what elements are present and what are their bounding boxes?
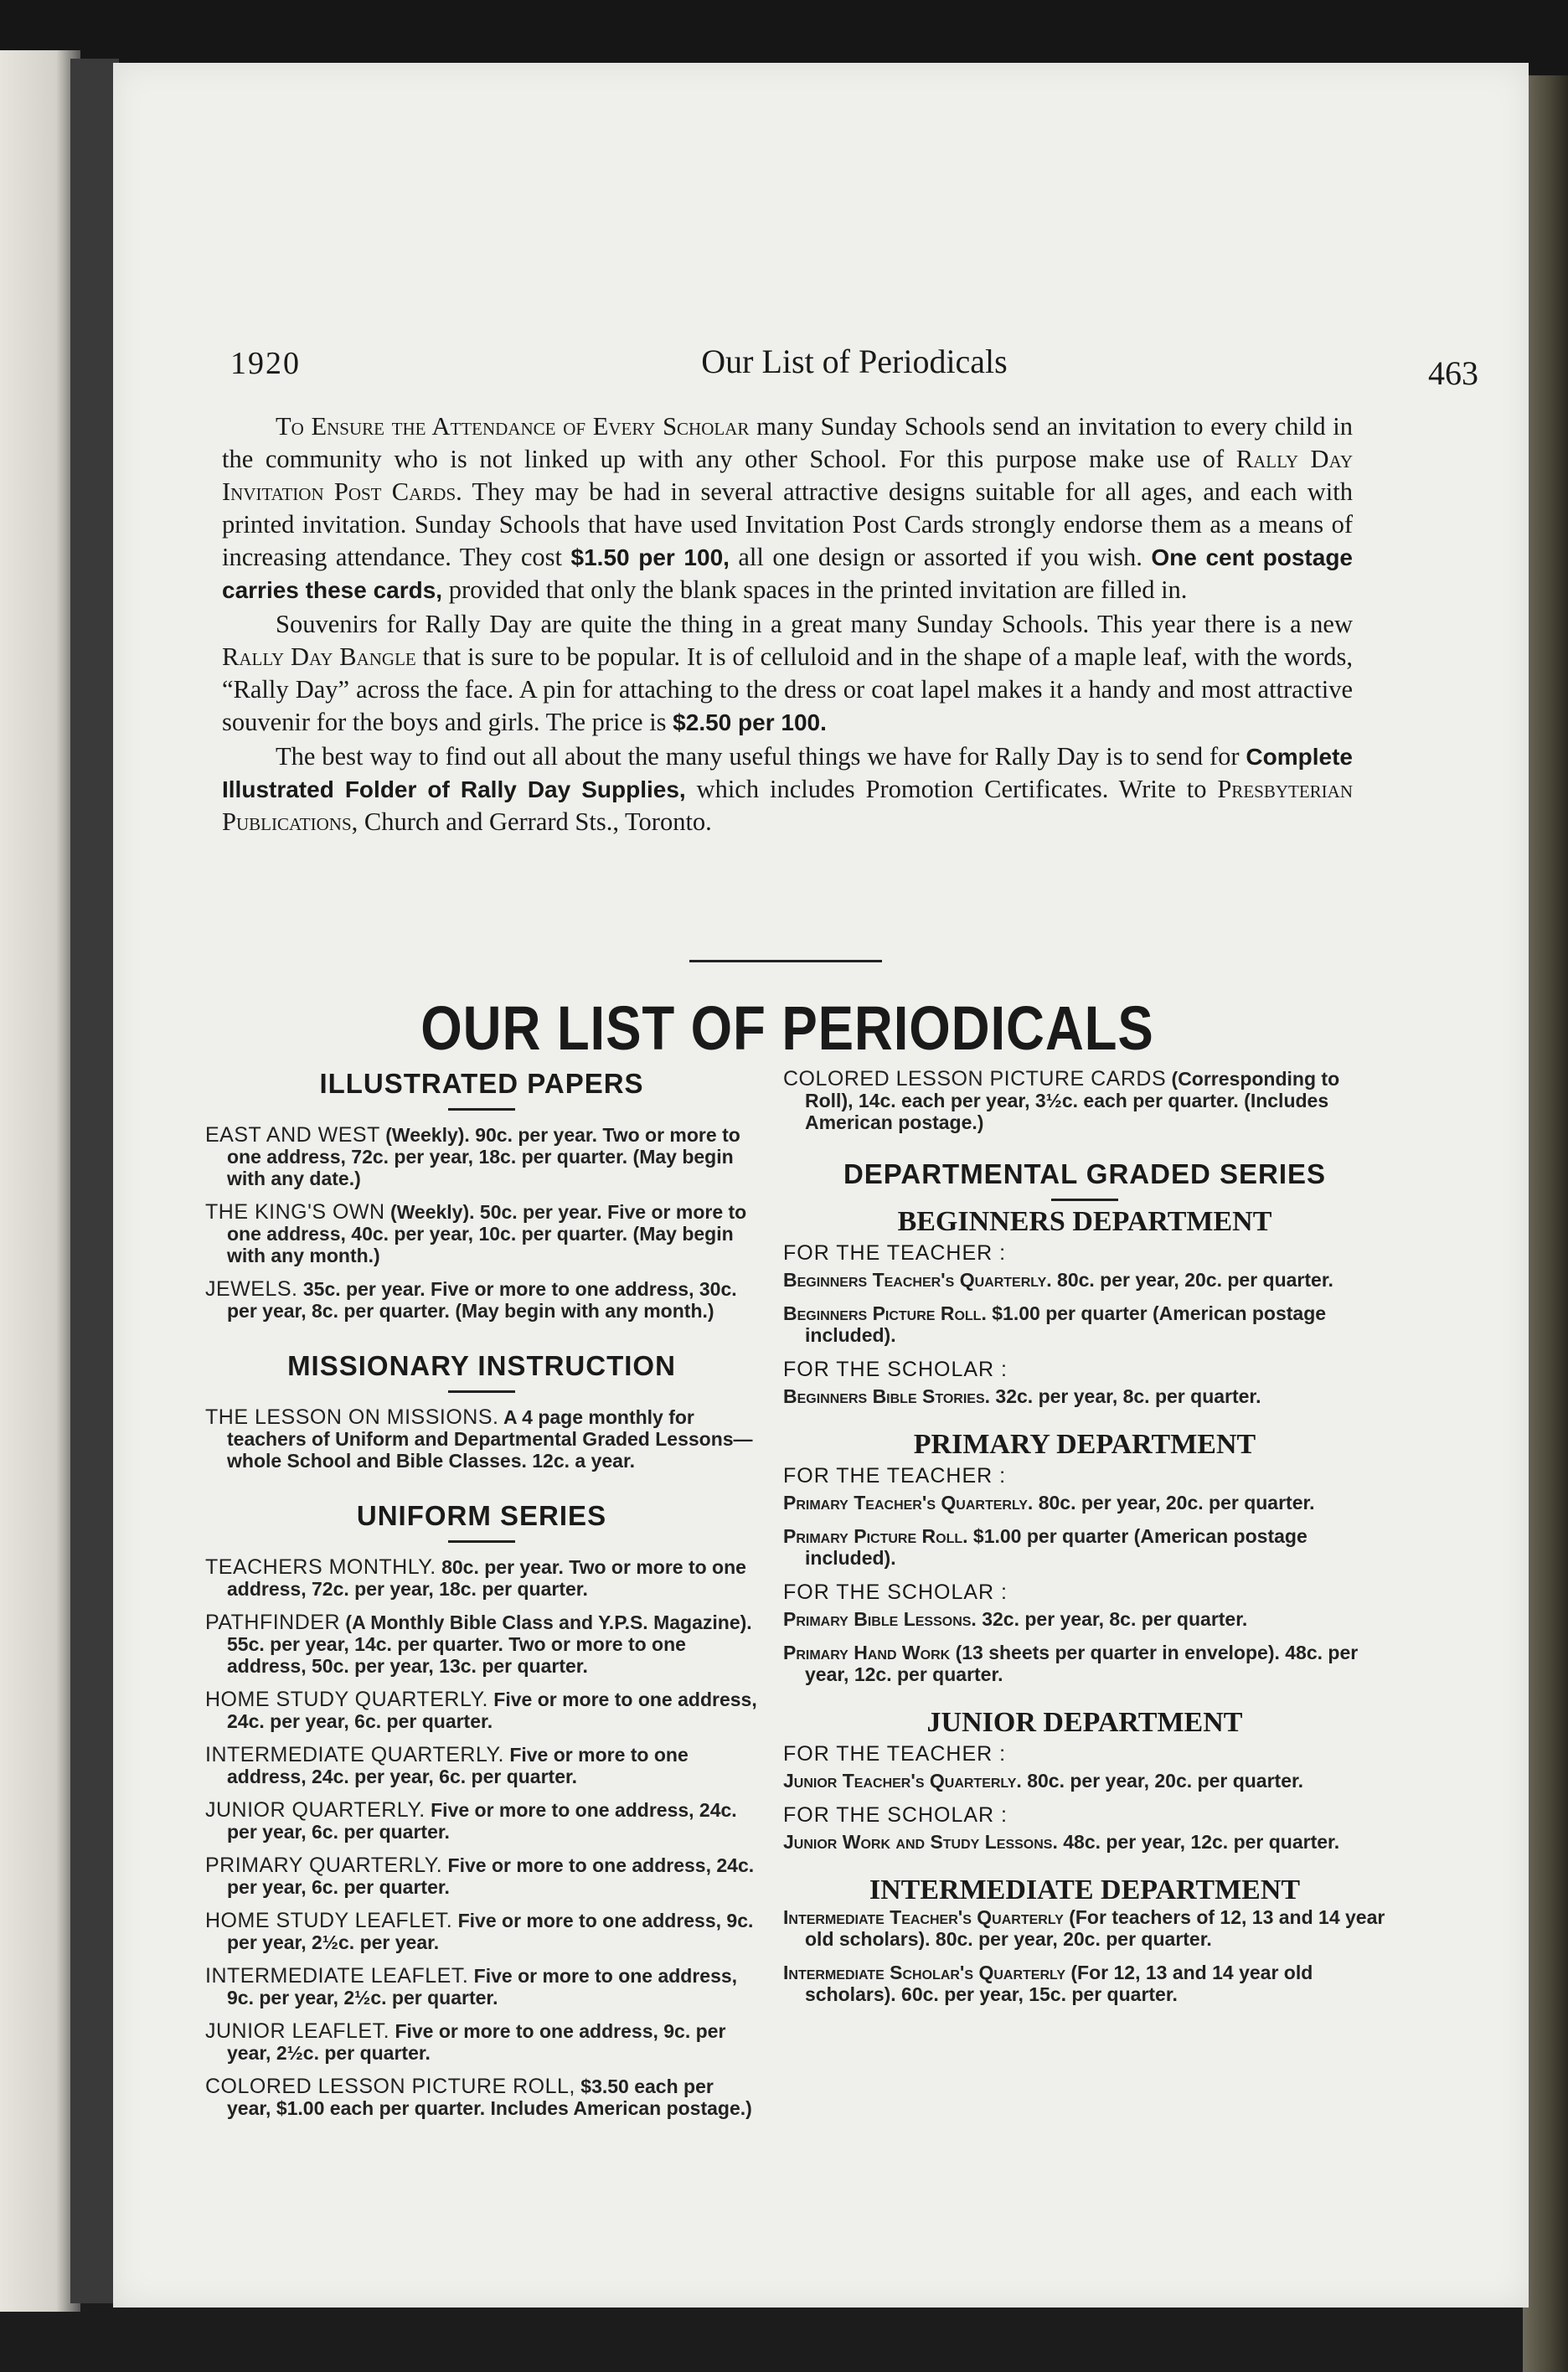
for-teacher-label: FOR THE TEACHER : xyxy=(783,1464,1007,1488)
periodical-details: Five or more to one address, 24c. per year, 6c. per quarter. xyxy=(227,1854,755,1898)
periodical-name: INTERMEDIATE QUARTERLY. xyxy=(205,1743,504,1766)
periodical-details: (A Monthly Bible Class and Y.P.S. Magazine). 55c. per year, 14c. per quarter. Two or more to one address, 50c. per year, 13c. per quarter. xyxy=(227,1611,752,1677)
intro-paragraph-2 xyxy=(222,608,1353,739)
facing-page-edge xyxy=(0,50,80,2312)
list-item xyxy=(205,1201,758,1266)
list-item xyxy=(783,1906,1386,1950)
periodical-details: Five or more to one address, 9c. per year, 2½c. per year. xyxy=(227,1910,754,1953)
periodical-details: Five or more to one address, 9c. per year, 2½c. per quarter. xyxy=(227,1965,738,2008)
periodical-name: Junior Work and Study Lessons. xyxy=(783,1831,1058,1853)
periodical-details: 32c. per year, 8c. per quarter. xyxy=(976,1608,1248,1630)
periodical-name: HOME STUDY LEAFLET. xyxy=(205,1909,453,1932)
intro-text-run: provided that only the blank spaces in the printed invitation are filled in. xyxy=(442,575,1188,604)
list-item xyxy=(783,1642,1386,1685)
running-head-year: 1920 xyxy=(230,346,301,381)
list-item xyxy=(783,1492,1386,1513)
periodical-name: THE KING'S OWN xyxy=(205,1200,385,1224)
periodical-details: Five or more to one address, 9c. per year, 2½c. per quarter. xyxy=(227,2020,726,2064)
list-item xyxy=(783,1068,1386,1133)
list-item xyxy=(205,2076,758,2119)
list-item xyxy=(783,1302,1386,1346)
periodical-details: (For teachers of 12, 13 and 14 year old scholars). 80c. per year, 20c. per quarter. xyxy=(805,1906,1385,1950)
heading-rule xyxy=(448,1390,515,1393)
folder-highlight: Complete Illustrated Folder of Rally Day Supplies, xyxy=(222,744,1353,802)
department-heading-intermediate: INTERMEDIATE DEPARTMENT xyxy=(869,1874,1301,1905)
intro-text-run: . They may be had in several attractive designs suitable for all ages, and each with printed invitation. Sunday Schools that have used Invitation Post Cards strongly endorse them as a means of increasing attendance. They cost xyxy=(222,477,1353,571)
periodical-details: (Weekly). 90c. per year. Two or more to one address, 72c. per year, 18c. per quarter. (May begin with any date.) xyxy=(227,1124,740,1189)
heading-rule xyxy=(448,1108,515,1111)
heading-rule xyxy=(448,1540,515,1543)
right-column xyxy=(783,1068,1386,2017)
intro-text-run: The best way to find out all about the many useful things we have for Rally Day is to send for xyxy=(276,742,1246,771)
list-item xyxy=(783,1385,1386,1407)
periodical-name: COLORED LESSON PICTURE ROLL, xyxy=(205,2075,575,2098)
periodical-name: PATHFINDER xyxy=(205,1611,341,1634)
periodical-name: COLORED LESSON PICTURE CARDS xyxy=(783,1067,1167,1091)
periodical-name: THE LESSON ON MISSIONS. xyxy=(205,1405,499,1429)
periodical-details: $1.00 per quarter (American postage included). xyxy=(805,1525,1308,1569)
heading-rule xyxy=(1051,1199,1118,1201)
price-highlight: $2.50 per 100. xyxy=(673,709,827,735)
section-heading-missionary: MISSIONARY INSTRUCTION xyxy=(287,1350,676,1381)
periodical-name: TEACHERS MONTHLY. xyxy=(205,1555,436,1579)
periodical-details: (Corresponding to Roll), 14c. each per year, 3½c. each per quarter. (Includes American postage.) xyxy=(805,1068,1340,1133)
list-item xyxy=(783,1525,1386,1569)
periodical-details: Five or more to one address, 24c. per year, 6c. per quarter. xyxy=(227,1689,757,1732)
department-heading-beginners: BEGINNERS DEPARTMENT xyxy=(897,1206,1272,1237)
page-fore-edge xyxy=(1523,75,1568,2372)
section-heading-graded: DEPARTMENTAL GRADED SERIES xyxy=(843,1158,1327,1189)
department-heading-primary: PRIMARY DEPARTMENT xyxy=(913,1429,1256,1460)
for-teacher-label: FOR THE TEACHER : xyxy=(783,1742,1007,1766)
periodical-details: 35c. per year. Five or more to one address, 30c. per year, 8c. per quarter. (May begin with any month.) xyxy=(227,1278,737,1322)
left-column xyxy=(205,1068,758,2131)
list-item xyxy=(205,1278,758,1322)
postage-highlight: One cent postage carries these cards, xyxy=(222,544,1354,603)
periodical-name: HOME STUDY QUARTERLY. xyxy=(205,1688,488,1711)
periodical-name: Primary Bible Lessons. xyxy=(783,1608,977,1630)
for-teacher-label: FOR THE TEACHER : xyxy=(783,1241,1007,1265)
list-item xyxy=(205,1854,758,1898)
running-head xyxy=(230,276,1478,392)
intro-text xyxy=(222,410,1353,840)
periodical-details: A 4 page monthly for teachers of Uniform and Departmental Graded Lessons—whole School and Bible Classes. 12c. a year. xyxy=(227,1406,753,1472)
list-item xyxy=(205,1744,758,1787)
periodical-name: INTERMEDIATE LEAFLET. xyxy=(205,1964,469,1988)
list-item xyxy=(205,1689,758,1732)
periodical-details: Five or more to one address, 24c. per year, 6c. per quarter. xyxy=(227,1744,689,1787)
section-divider xyxy=(689,960,882,962)
list-item xyxy=(783,1831,1386,1853)
department-heading-junior: JUNIOR DEPARTMENT xyxy=(926,1707,1243,1738)
periodical-name: Primary Teacher's Quarterly. xyxy=(783,1492,1034,1513)
periodical-details: $3.50 each per year, $1.00 each per quarter. Includes American postage.) xyxy=(227,2076,752,2119)
intro-paragraph-1 xyxy=(222,410,1353,606)
periodical-details: 80c. per year, 20c. per quarter. xyxy=(1021,1770,1304,1792)
list-item xyxy=(205,1124,758,1189)
periodical-name: Intermediate Scholar's Quarterly xyxy=(783,1962,1065,1983)
periodicals-title: OUR LIST OF PERIODICALS xyxy=(420,993,1154,1063)
section-heading-uniform: UNIFORM SERIES xyxy=(356,1500,607,1531)
list-item xyxy=(205,1799,758,1843)
periodical-name: Beginners Teacher's Quarterly. xyxy=(783,1269,1052,1291)
periodical-name: JUNIOR QUARTERLY. xyxy=(205,1798,426,1822)
for-scholar-label: FOR THE SCHOLAR : xyxy=(783,1803,1008,1827)
periodical-details: Five or more to one address, 24c. per year, 6c. per quarter. xyxy=(227,1799,737,1843)
periodical-name: Primary Hand Work xyxy=(783,1642,951,1663)
price-highlight: $1.50 per 100, xyxy=(570,544,730,570)
periodical-details: 80c. per year, 20c. per quarter. xyxy=(1033,1492,1315,1513)
periodical-details: (13 sheets per quarter in envelope). 48c. per year, 12c. per quarter. xyxy=(805,1642,1359,1685)
periodical-name: Beginners Picture Roll. xyxy=(783,1302,987,1324)
periodical-details: $1.00 per quarter (American postage included). xyxy=(805,1302,1327,1346)
intro-text-run: that is sure to be popular. It is of celluloid and in the shape of a maple leaf, with the words, “Rally Day” across the face. A pin for attaching to the dress or coat lapel makes it a handy and most attractive souvenir for the boys and girls. The price is xyxy=(222,642,1353,736)
list-item xyxy=(783,1770,1386,1792)
periodical-details: 48c. per year, 12c. per quarter. xyxy=(1057,1831,1340,1853)
intro-lead: To Ensure the Attendance of Every Scholar xyxy=(276,412,750,441)
list-item xyxy=(783,1269,1386,1291)
list-item xyxy=(205,1556,758,1600)
list-item xyxy=(205,2020,758,2064)
periodical-name: EAST AND WEST xyxy=(205,1123,380,1147)
list-item xyxy=(205,1965,758,2008)
intro-text-run: which includes Promotion Certificates. Write to xyxy=(685,775,1218,803)
list-item xyxy=(205,1910,758,1953)
periodical-details: (Weekly). 50c. per year. Five or more to one address, 40c. per year, 10c. per quarter. (May begin with any month.) xyxy=(227,1201,747,1266)
periodical-name: Intermediate Teacher's Quarterly xyxy=(783,1906,1064,1928)
periodical-details: (For 12, 13 and 14 year old scholars). 60c. per year, 15c. per quarter. xyxy=(805,1962,1313,2005)
periodical-name: Junior Teacher's Quarterly. xyxy=(783,1770,1022,1792)
intro-paragraph-3 xyxy=(222,740,1353,838)
intro-text-run: all one design or assorted if you wish. xyxy=(729,543,1152,571)
periodical-name: JUNIOR LEAFLET. xyxy=(205,2019,390,2043)
list-item xyxy=(783,1608,1386,1630)
list-item xyxy=(205,1611,758,1677)
product-name: Rally Day Bangle xyxy=(222,642,416,671)
intro-text-run: many Sunday Schools send an invitation to every child in the community who is not linked up with any other School. For this purpose make use of xyxy=(222,412,1353,473)
periodical-details: 32c. per year, 8c. per quarter. xyxy=(990,1385,1261,1407)
page-number: 463 xyxy=(1428,354,1478,392)
publisher-name: Presbyterian Publications xyxy=(222,775,1353,836)
periodical-details: 80c. per year. Two or more to one address, 72c. per year, 18c. per quarter. xyxy=(227,1556,746,1600)
product-name: Rally Day Invitation Post Cards xyxy=(222,445,1353,506)
binding-shadow xyxy=(70,59,119,2303)
for-scholar-label: FOR THE SCHOLAR : xyxy=(783,1358,1008,1381)
for-scholar-label: FOR THE SCHOLAR : xyxy=(783,1580,1008,1604)
periodical-name: PRIMARY QUARTERLY. xyxy=(205,1854,443,1877)
periodical-name: JEWELS. xyxy=(205,1277,298,1301)
book-page xyxy=(113,63,1529,2308)
intro-text-run: , Church and Gerrard Sts., Toronto. xyxy=(351,807,712,836)
section-heading-illustrated: ILLUSTRATED PAPERS xyxy=(319,1068,644,1099)
list-item xyxy=(205,1406,758,1472)
intro-text-run: Souvenirs for Rally Day are quite the thing in a great many Sunday Schools. This year there is a new xyxy=(276,610,1353,638)
periodical-details: 80c. per year, 20c. per quarter. xyxy=(1051,1269,1333,1291)
periodical-name: Beginners Bible Stories. xyxy=(783,1385,991,1407)
periodical-name: Primary Picture Roll. xyxy=(783,1525,968,1547)
running-head-title: Our List of Periodicals xyxy=(701,343,1008,380)
list-item xyxy=(783,1962,1386,2005)
